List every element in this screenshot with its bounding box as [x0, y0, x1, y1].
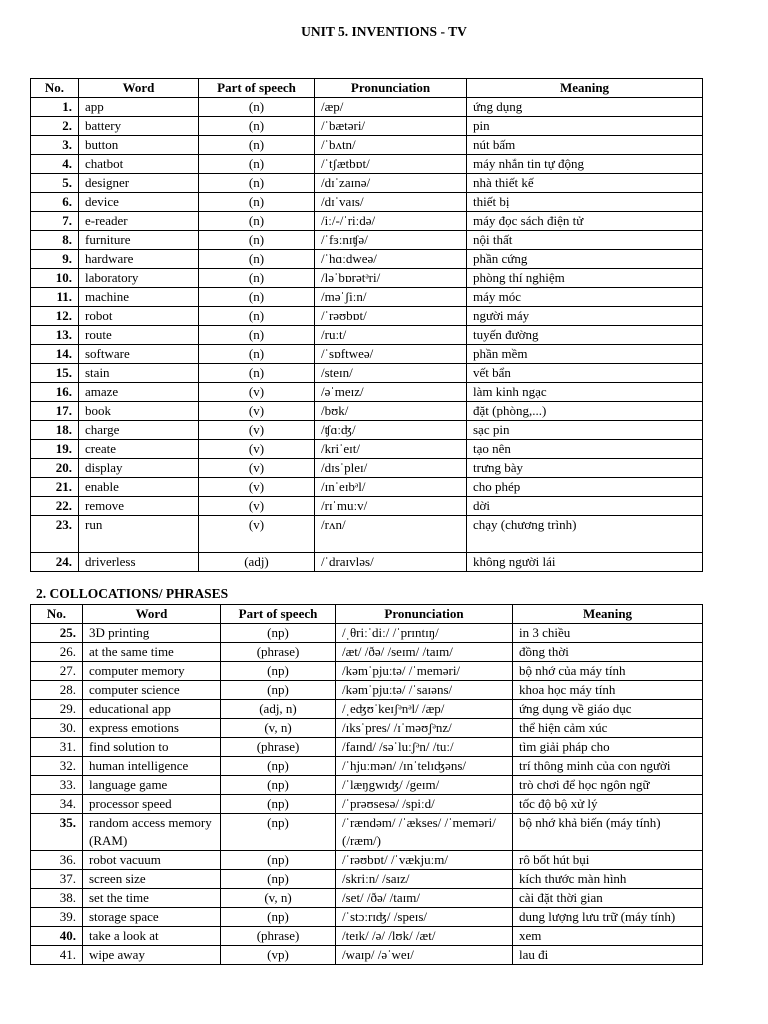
cell-part-of-speech: (n) — [199, 326, 315, 345]
cell-meaning: bộ nhớ khả biến (máy tính) — [513, 814, 703, 851]
table-row — [31, 795, 703, 814]
cell-meaning: máy nhắn tin tự động — [467, 155, 703, 174]
table-row — [31, 927, 703, 946]
cell-pronunciation: /teɪk/ /ə/ /lʊk/ /æt/ — [336, 927, 513, 946]
cell-pronunciation: /ˈrændəm/ /ˈækses/ /ˈmeməri/ (/ræm/) — [336, 814, 513, 851]
header-word: Word — [83, 605, 221, 624]
vocabulary-table-body — [31, 98, 703, 572]
cell-word: machine — [79, 288, 199, 307]
cell-number: 22. — [31, 497, 79, 516]
table-row — [31, 326, 703, 345]
cell-pronunciation: /ləˈbɒrətᵊri/ — [315, 269, 467, 288]
cell-pronunciation: /rɪˈmuːv/ — [315, 497, 467, 516]
cell-word: create — [79, 440, 199, 459]
cell-number: 14. — [31, 345, 79, 364]
cell-number: 11. — [31, 288, 79, 307]
cell-word: take a look at — [83, 927, 221, 946]
table-row — [31, 136, 703, 155]
cell-number: 33. — [31, 776, 83, 795]
cell-word: furniture — [79, 231, 199, 250]
cell-number: 35. — [31, 814, 83, 851]
cell-word: stain — [79, 364, 199, 383]
cell-meaning: trưng bày — [467, 459, 703, 478]
cell-meaning: ứng dụng về giáo dục — [513, 700, 703, 719]
cell-word: processor speed — [83, 795, 221, 814]
cell-number: 21. — [31, 478, 79, 497]
cell-word: educational app — [83, 700, 221, 719]
cell-meaning: pin — [467, 117, 703, 136]
header-part-of-speech: Part of speech — [199, 79, 315, 98]
cell-word: robot vacuum — [83, 851, 221, 870]
table-row — [31, 288, 703, 307]
cell-number: 7. — [31, 212, 79, 231]
cell-number: 31. — [31, 738, 83, 757]
table-row — [31, 459, 703, 478]
cell-pronunciation: /ˈsɒftweə/ — [315, 345, 467, 364]
cell-pronunciation: /ˈbʌtn/ — [315, 136, 467, 155]
cell-pronunciation: /dɪˈvaɪs/ — [315, 193, 467, 212]
cell-part-of-speech: (np) — [221, 662, 336, 681]
cell-meaning: tốc độ bộ xử lý — [513, 795, 703, 814]
cell-meaning: người máy — [467, 307, 703, 326]
cell-word: book — [79, 402, 199, 421]
cell-meaning: dung lượng lưu trữ (máy tính) — [513, 908, 703, 927]
cell-meaning: in 3 chiều — [513, 624, 703, 643]
table-row — [31, 700, 703, 719]
cell-number: 17. — [31, 402, 79, 421]
cell-part-of-speech: (n) — [199, 269, 315, 288]
cell-part-of-speech: (v) — [199, 516, 315, 553]
cell-part-of-speech: (np) — [221, 776, 336, 795]
cell-part-of-speech: (v) — [199, 497, 315, 516]
table-row — [31, 345, 703, 364]
table-row — [31, 757, 703, 776]
cell-meaning: thể hiện cảm xúc — [513, 719, 703, 738]
cell-number: 32. — [31, 757, 83, 776]
cell-part-of-speech: (np) — [221, 795, 336, 814]
cell-meaning: cài đặt thời gian — [513, 889, 703, 908]
cell-part-of-speech: (np) — [221, 814, 336, 851]
cell-part-of-speech: (n) — [199, 117, 315, 136]
cell-number: 29. — [31, 700, 83, 719]
cell-part-of-speech: (v) — [199, 478, 315, 497]
page-title: UNIT 5. INVENTIONS - TV — [301, 24, 467, 39]
cell-word: button — [79, 136, 199, 155]
cell-word: hardware — [79, 250, 199, 269]
cell-meaning: đặt (phòng,...) — [467, 402, 703, 421]
cell-number: 24. — [31, 553, 79, 572]
cell-part-of-speech: (n) — [199, 288, 315, 307]
cell-pronunciation: /ˈprəʊsesə/ /spiːd/ — [336, 795, 513, 814]
collocations-table — [30, 604, 703, 965]
cell-word: battery — [79, 117, 199, 136]
table-row — [31, 946, 703, 965]
cell-word: driverless — [79, 553, 199, 572]
table-row — [31, 776, 703, 795]
cell-word: computer science — [83, 681, 221, 700]
header-pronunciation: Pronunciation — [336, 605, 513, 624]
cell-number: 15. — [31, 364, 79, 383]
cell-part-of-speech: (n) — [199, 307, 315, 326]
table-header-row — [31, 605, 703, 624]
cell-pronunciation: /waɪp/ /əˈweɪ/ — [336, 946, 513, 965]
header-word: Word — [79, 79, 199, 98]
cell-number: 6. — [31, 193, 79, 212]
cell-meaning: đồng thời — [513, 643, 703, 662]
table-row — [31, 681, 703, 700]
cell-number: 4. — [31, 155, 79, 174]
table-row — [31, 516, 703, 553]
cell-word: find solution to — [83, 738, 221, 757]
cell-meaning: tạo nên — [467, 440, 703, 459]
cell-pronunciation: /kəmˈpjuːtə/ /ˈsaɪəns/ — [336, 681, 513, 700]
cell-part-of-speech: (n) — [199, 345, 315, 364]
cell-meaning: khoa học máy tính — [513, 681, 703, 700]
table-row — [31, 662, 703, 681]
cell-part-of-speech: (np) — [221, 908, 336, 927]
cell-number: 38. — [31, 889, 83, 908]
cell-meaning: xem — [513, 927, 703, 946]
cell-word: e-reader — [79, 212, 199, 231]
cell-part-of-speech: (v, n) — [221, 719, 336, 738]
cell-meaning: bộ nhớ của máy tính — [513, 662, 703, 681]
cell-number: 1. — [31, 98, 79, 117]
cell-pronunciation: /dɪˈzaɪnə/ — [315, 174, 467, 193]
cell-meaning: tuyến đường — [467, 326, 703, 345]
table-row — [31, 624, 703, 643]
cell-pronunciation: /ˈhjuːmən/ /ɪnˈtelɪʤəns/ — [336, 757, 513, 776]
cell-word: run — [79, 516, 199, 553]
cell-part-of-speech: (v, n) — [221, 889, 336, 908]
cell-meaning: trò chơi để học ngôn ngữ — [513, 776, 703, 795]
table-row — [31, 643, 703, 662]
cell-meaning: làm kinh ngạc — [467, 383, 703, 402]
cell-meaning: không người lái — [467, 553, 703, 572]
cell-part-of-speech: (n) — [199, 250, 315, 269]
cell-pronunciation: /ˈstɔːrɪʤ/ /speɪs/ — [336, 908, 513, 927]
table-row — [31, 497, 703, 516]
table-row — [31, 364, 703, 383]
cell-part-of-speech: (np) — [221, 851, 336, 870]
cell-part-of-speech: (adj, n) — [221, 700, 336, 719]
cell-number: 5. — [31, 174, 79, 193]
cell-number: 8. — [31, 231, 79, 250]
cell-meaning: vết bẩn — [467, 364, 703, 383]
cell-word: random access memory (RAM) — [83, 814, 221, 851]
cell-number: 20. — [31, 459, 79, 478]
table-row — [31, 98, 703, 117]
cell-pronunciation: /ˈbætəri/ — [315, 117, 467, 136]
cell-meaning: máy móc — [467, 288, 703, 307]
cell-word: express emotions — [83, 719, 221, 738]
cell-number: 3. — [31, 136, 79, 155]
cell-pronunciation: /ˈrəʊbɒt/ /ˈvækjuːm/ — [336, 851, 513, 870]
table-row — [31, 193, 703, 212]
cell-number: 36. — [31, 851, 83, 870]
cell-word: at the same time — [83, 643, 221, 662]
table-row — [31, 174, 703, 193]
cell-number: 25. — [31, 624, 83, 643]
table-header-row — [31, 79, 703, 98]
table-row — [31, 250, 703, 269]
cell-meaning: dời — [467, 497, 703, 516]
cell-part-of-speech: (adj) — [199, 553, 315, 572]
cell-word: remove — [79, 497, 199, 516]
table-row — [31, 814, 703, 851]
section-title: 2. COLLOCATIONS/ PHRASES — [36, 586, 229, 601]
cell-pronunciation: /faɪnd/ /səˈluːʃᵊn/ /tuː/ — [336, 738, 513, 757]
cell-meaning: chạy (chương trình) — [467, 516, 703, 553]
cell-word: app — [79, 98, 199, 117]
cell-number: 12. — [31, 307, 79, 326]
cell-part-of-speech: (v) — [199, 440, 315, 459]
cell-meaning: nút bấm — [467, 136, 703, 155]
cell-word: screen size — [83, 870, 221, 889]
cell-pronunciation: /ɪnˈeɪbᵊl/ — [315, 478, 467, 497]
table-row — [31, 231, 703, 250]
table-row — [31, 478, 703, 497]
table-row — [31, 719, 703, 738]
cell-part-of-speech: (v) — [199, 402, 315, 421]
cell-pronunciation: /ˈdraɪvləs/ — [315, 553, 467, 572]
cell-part-of-speech: (n) — [199, 212, 315, 231]
cell-word: enable — [79, 478, 199, 497]
cell-meaning: ứng dụng — [467, 98, 703, 117]
cell-meaning: rô bốt hút bụi — [513, 851, 703, 870]
table-row — [31, 269, 703, 288]
cell-number: 28. — [31, 681, 83, 700]
table-row — [31, 155, 703, 174]
cell-meaning: kích thước màn hình — [513, 870, 703, 889]
table-row — [31, 307, 703, 326]
cell-part-of-speech: (n) — [199, 136, 315, 155]
cell-number: 10. — [31, 269, 79, 288]
table-row — [31, 738, 703, 757]
table-row — [31, 440, 703, 459]
header-no: No. — [31, 605, 83, 624]
cell-number: 37. — [31, 870, 83, 889]
cell-part-of-speech: (n) — [199, 98, 315, 117]
cell-number: 26. — [31, 643, 83, 662]
cell-pronunciation: /ʧɑːʤ/ — [315, 421, 467, 440]
cell-number: 19. — [31, 440, 79, 459]
cell-meaning: phần mềm — [467, 345, 703, 364]
cell-meaning: trí thông minh của con người — [513, 757, 703, 776]
cell-part-of-speech: (v) — [199, 421, 315, 440]
cell-pronunciation: /ˈhɑːdweə/ — [315, 250, 467, 269]
cell-pronunciation: /bʊk/ — [315, 402, 467, 421]
cell-pronunciation: /steɪn/ — [315, 364, 467, 383]
header-meaning: Meaning — [513, 605, 703, 624]
cell-pronunciation: /ˈlæŋgwɪʤ/ /geɪm/ — [336, 776, 513, 795]
cell-number: 39. — [31, 908, 83, 927]
cell-word: laboratory — [79, 269, 199, 288]
cell-part-of-speech: (phrase) — [221, 927, 336, 946]
cell-part-of-speech: (np) — [221, 681, 336, 700]
cell-part-of-speech: (n) — [199, 231, 315, 250]
table-row — [31, 421, 703, 440]
cell-meaning: lau đi — [513, 946, 703, 965]
cell-meaning: phần cứng — [467, 250, 703, 269]
cell-word: designer — [79, 174, 199, 193]
table-row — [31, 889, 703, 908]
table-row — [31, 117, 703, 136]
cell-pronunciation: /set/ /ðə/ /taɪm/ — [336, 889, 513, 908]
header-no: No. — [31, 79, 79, 98]
cell-pronunciation: /ˈfɜːnɪʧə/ — [315, 231, 467, 250]
vocabulary-table — [30, 78, 703, 572]
cell-part-of-speech: (n) — [199, 155, 315, 174]
cell-meaning: thiết bị — [467, 193, 703, 212]
cell-pronunciation: /məˈʃiːn/ — [315, 288, 467, 307]
cell-number: 27. — [31, 662, 83, 681]
table-row — [31, 870, 703, 889]
cell-part-of-speech: (phrase) — [221, 643, 336, 662]
cell-pronunciation: /əˈmeɪz/ — [315, 383, 467, 402]
cell-word: software — [79, 345, 199, 364]
cell-part-of-speech: (np) — [221, 757, 336, 776]
cell-part-of-speech: (phrase) — [221, 738, 336, 757]
cell-pronunciation: /ˌeʤʊˈkeɪʃᵊnᵊl/ /æp/ — [336, 700, 513, 719]
cell-part-of-speech: (n) — [199, 364, 315, 383]
table-row — [31, 383, 703, 402]
cell-pronunciation: /dɪsˈpleɪ/ — [315, 459, 467, 478]
table-row — [31, 851, 703, 870]
cell-number: 2. — [31, 117, 79, 136]
cell-pronunciation: /ˈtʃætbɒt/ — [315, 155, 467, 174]
cell-part-of-speech: (np) — [221, 870, 336, 889]
header-meaning: Meaning — [467, 79, 703, 98]
table-row — [31, 402, 703, 421]
cell-pronunciation: /æp/ — [315, 98, 467, 117]
cell-word: 3D printing — [83, 624, 221, 643]
cell-word: amaze — [79, 383, 199, 402]
cell-word: human intelligence — [83, 757, 221, 776]
collocations-table-body — [31, 624, 703, 965]
cell-pronunciation: /ɪksˈpres/ /ɪˈməʊʃᵊnz/ — [336, 719, 513, 738]
cell-number: 16. — [31, 383, 79, 402]
cell-pronunciation: /ˌθriːˈdiː/ /ˈprɪntɪŋ/ — [336, 624, 513, 643]
cell-part-of-speech: (np) — [221, 624, 336, 643]
header-part-of-speech: Part of speech — [221, 605, 336, 624]
cell-number: 41. — [31, 946, 83, 965]
cell-pronunciation: /ˈrəʊbɒt/ — [315, 307, 467, 326]
cell-part-of-speech: (v) — [199, 383, 315, 402]
cell-meaning: phòng thí nghiệm — [467, 269, 703, 288]
cell-word: language game — [83, 776, 221, 795]
cell-meaning: nội thất — [467, 231, 703, 250]
cell-word: charge — [79, 421, 199, 440]
cell-part-of-speech: (n) — [199, 174, 315, 193]
header-pronunciation: Pronunciation — [315, 79, 467, 98]
cell-meaning: máy đọc sách điện tử — [467, 212, 703, 231]
cell-pronunciation: /ruːt/ — [315, 326, 467, 345]
cell-word: robot — [79, 307, 199, 326]
cell-meaning: nhà thiết kế — [467, 174, 703, 193]
table-row — [31, 908, 703, 927]
cell-pronunciation: /kəmˈpjuːtə/ /ˈmeməri/ — [336, 662, 513, 681]
cell-number: 18. — [31, 421, 79, 440]
table-row — [31, 212, 703, 231]
cell-word: display — [79, 459, 199, 478]
cell-word: wipe away — [83, 946, 221, 965]
cell-pronunciation: /rʌn/ — [315, 516, 467, 553]
cell-word: storage space — [83, 908, 221, 927]
cell-part-of-speech: (n) — [199, 193, 315, 212]
cell-word: route — [79, 326, 199, 345]
cell-word: chatbot — [79, 155, 199, 174]
cell-part-of-speech: (v) — [199, 459, 315, 478]
cell-pronunciation: /iː/-/ˈriːdə/ — [315, 212, 467, 231]
cell-number: 23. — [31, 516, 79, 553]
table-row — [31, 553, 703, 572]
cell-part-of-speech: (vp) — [221, 946, 336, 965]
cell-number: 30. — [31, 719, 83, 738]
cell-pronunciation: /kriˈeɪt/ — [315, 440, 467, 459]
cell-meaning: tìm giải pháp cho — [513, 738, 703, 757]
cell-pronunciation: /skriːn/ /saɪz/ — [336, 870, 513, 889]
cell-word: computer memory — [83, 662, 221, 681]
cell-word: device — [79, 193, 199, 212]
cell-pronunciation: /æt/ /ðə/ /seɪm/ /taɪm/ — [336, 643, 513, 662]
cell-number: 40. — [31, 927, 83, 946]
cell-number: 13. — [31, 326, 79, 345]
cell-meaning: sạc pin — [467, 421, 703, 440]
cell-meaning: cho phép — [467, 478, 703, 497]
cell-number: 9. — [31, 250, 79, 269]
cell-word: set the time — [83, 889, 221, 908]
cell-number: 34. — [31, 795, 83, 814]
